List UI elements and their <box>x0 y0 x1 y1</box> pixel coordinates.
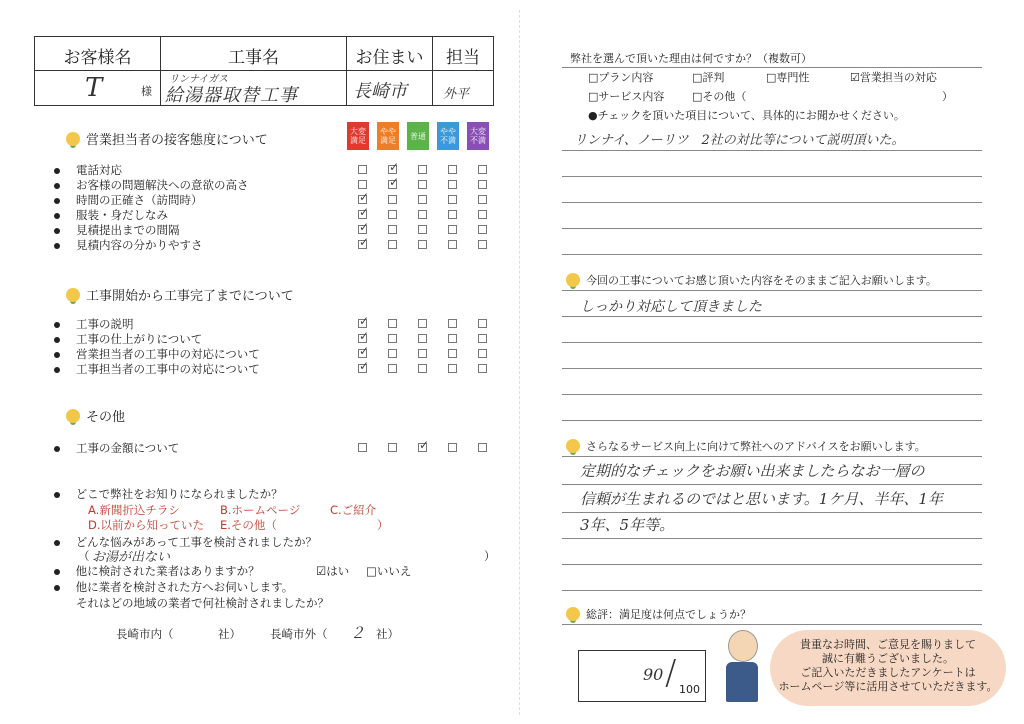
attitude-checkbox[interactable] <box>448 165 457 174</box>
construction-checkbox[interactable] <box>418 319 427 328</box>
source-question: どこで弊社をお知りになられましたか？ <box>54 486 283 502</box>
price-row <box>54 440 179 456</box>
worry-question: どんな悩みがあって工事を検討されましたか？ <box>54 534 317 550</box>
flower-icon <box>66 288 80 302</box>
staff-cell <box>433 37 493 105</box>
attitude-checkbox[interactable] <box>448 225 457 234</box>
attitude-checkbox[interactable] <box>448 210 457 219</box>
attitude-checkbox[interactable] <box>418 195 427 204</box>
construction-checkbox[interactable] <box>448 319 457 328</box>
bullet-icon <box>54 213 60 219</box>
reason-sales-staff[interactable]: ☑営業担当の対応 <box>850 71 937 84</box>
honorific: 様 <box>141 85 152 98</box>
rule-line <box>562 456 982 457</box>
address-label: お住まい <box>355 48 424 68</box>
attitude-checkbox[interactable] <box>478 180 487 189</box>
price-checkbox[interactable] <box>388 443 397 452</box>
others-no[interactable]: □いいえ <box>366 564 412 578</box>
attitude-checkbox[interactable] <box>478 195 487 204</box>
detail-answer: リンナイ、ノーリツ 2社の対比等について説明頂いた。 <box>574 133 905 148</box>
construction-label: 工事の説明 <box>76 317 134 331</box>
flower-icon <box>66 409 80 423</box>
reason-reputation[interactable]: □評判 <box>692 71 725 84</box>
source-opt-d[interactable]: D.以前から知っていた <box>88 518 205 532</box>
worry-open: （ <box>78 549 90 563</box>
attitude-checkbox[interactable] <box>388 225 397 234</box>
attitude-checkbox[interactable] <box>478 165 487 174</box>
customer-cell <box>35 37 161 105</box>
attitude-checkbox[interactable] <box>358 180 367 189</box>
work-value-small: リンナイガス <box>169 74 228 85</box>
others-yes[interactable]: ☑はい <box>316 564 350 578</box>
flower-icon <box>566 607 580 621</box>
inside-label: 長崎市内（ <box>116 627 174 641</box>
construction-checkbox[interactable] <box>418 364 427 373</box>
impression-title: 今回の工事についてお感じ頂いた内容をそのままご記入お願いします。 <box>566 272 937 288</box>
reason-other-close: ） <box>942 90 953 103</box>
rating-header-5: 大変不満 <box>467 122 489 150</box>
rule-line <box>562 590 982 591</box>
attitude-checkbox[interactable] <box>478 225 487 234</box>
rule-line <box>562 368 982 369</box>
construction-checkbox[interactable] <box>388 364 397 373</box>
attitude-checkbox[interactable] <box>388 195 397 204</box>
attitude-checkbox[interactable] <box>448 180 457 189</box>
address-value: 長崎市 <box>353 81 407 102</box>
rule-line <box>562 538 982 539</box>
source-opt-e[interactable]: E.その他（ <box>220 518 277 532</box>
address-cell <box>347 37 433 105</box>
attitude-checkbox[interactable] <box>418 180 427 189</box>
others-q2: 他に業者を検討された方へお伺いします。 <box>54 579 293 595</box>
construction-checkbox[interactable] <box>478 334 487 343</box>
price-checkbox[interactable] <box>478 443 487 452</box>
worry-close: ） <box>484 549 496 563</box>
flower-icon <box>566 439 580 453</box>
advice-line2: 信頼が生まれるのではと思います。1ケ月、半年、1年 <box>580 490 943 508</box>
reason-other[interactable]: □その他（ <box>692 90 747 103</box>
reasons-question: 弊社を選んで頂いた理由は何ですか？（複数可） <box>570 52 812 65</box>
attitude-label: 時間の正確さ（訪問時） <box>76 193 203 207</box>
reason-expertise[interactable]: □専門性 <box>766 71 810 84</box>
attitude-row <box>54 162 122 178</box>
construction-checkbox[interactable] <box>358 319 367 328</box>
bullet-icon <box>54 585 60 591</box>
price-checkbox[interactable] <box>418 443 427 452</box>
outside-value: ２ <box>350 624 366 642</box>
header-table <box>34 36 494 106</box>
work-value: 給湯器取替工事 <box>165 85 298 106</box>
source-opt-b[interactable]: B.ホームページ <box>220 503 301 517</box>
attitude-checkbox[interactable] <box>418 240 427 249</box>
attitude-checkbox[interactable] <box>418 210 427 219</box>
bullet-icon <box>54 367 60 373</box>
bullet-icon <box>54 492 60 498</box>
outside-label: 長崎市外（ <box>270 627 328 641</box>
construction-checkbox[interactable] <box>358 349 367 358</box>
work-cell <box>161 37 347 105</box>
advice-line1: 定期的なチェックをお願い出来ましたらなお一層の <box>580 462 925 480</box>
construction-checkbox[interactable] <box>448 334 457 343</box>
bullet-icon <box>54 183 60 189</box>
rule-line <box>562 176 982 177</box>
section2-title: 工事開始から工事完了までについて <box>66 285 294 304</box>
construction-checkbox[interactable] <box>358 364 367 373</box>
score-denominator: 100 <box>679 683 700 696</box>
overall-title: 総評：満足度は何点でしょうか？ <box>566 606 751 622</box>
bullet-icon <box>54 540 60 546</box>
construction-row <box>54 331 202 347</box>
rating-header-1: 大変満足 <box>347 122 369 150</box>
attitude-checkbox[interactable] <box>388 180 397 189</box>
rating-headers <box>347 122 489 150</box>
construction-label: 営業担当者の工事中の対応について <box>76 347 260 361</box>
rule-line <box>562 564 982 565</box>
attitude-row <box>54 177 249 193</box>
bullet-icon <box>54 337 60 343</box>
attitude-checkbox[interactable] <box>478 240 487 249</box>
others-question: 他に検討された業者はありますか？ <box>54 563 260 579</box>
rule-line <box>562 228 982 229</box>
bullet-icon <box>54 569 60 575</box>
reason-service[interactable]: □サービス内容 <box>588 90 665 103</box>
attitude-row <box>54 192 203 208</box>
staff-mascot-icon <box>722 630 762 704</box>
detail-question: ●チェックを頂いた項目について、具体的にお聞かせください。 <box>588 109 905 122</box>
rating-header-2: やや満足 <box>377 122 399 150</box>
construction-checkbox[interactable] <box>448 364 457 373</box>
attitude-checkbox[interactable] <box>478 210 487 219</box>
source-opt-e-close: ） <box>377 518 389 532</box>
flower-icon <box>66 132 80 146</box>
construction-checkbox[interactable] <box>388 349 397 358</box>
attitude-label: お客様の問題解決への意欲の高さ <box>76 178 249 192</box>
attitude-checkbox[interactable] <box>358 240 367 249</box>
staff-value: 外平 <box>443 87 470 102</box>
attitude-checkbox[interactable] <box>388 165 397 174</box>
attitude-checkbox[interactable] <box>418 225 427 234</box>
page-divider <box>519 10 520 715</box>
attitude-checkbox[interactable] <box>388 240 397 249</box>
construction-checkbox[interactable] <box>478 319 487 328</box>
attitude-checkbox[interactable] <box>358 195 367 204</box>
bullet-icon <box>54 243 60 249</box>
construction-checkbox[interactable] <box>388 334 397 343</box>
rule-line <box>562 512 982 513</box>
score-box <box>578 650 706 702</box>
construction-row <box>54 346 260 362</box>
construction-checkbox[interactable] <box>418 349 427 358</box>
construction-checkbox[interactable] <box>478 349 487 358</box>
bullet-icon <box>54 322 60 328</box>
rule-line <box>562 67 982 68</box>
rule-line <box>562 484 982 485</box>
construction-row <box>54 316 134 332</box>
construction-checkbox[interactable] <box>448 349 457 358</box>
rule-line <box>562 316 982 317</box>
attitude-checkbox[interactable] <box>448 240 457 249</box>
construction-label: 工事の仕上がりについて <box>76 332 203 346</box>
rule-line <box>562 420 982 421</box>
attitude-label: 見積提出までの間隔 <box>76 223 180 237</box>
rule-line <box>562 150 982 151</box>
attitude-checkbox[interactable] <box>358 210 367 219</box>
construction-label: 工事担当者の工事中の対応について <box>76 362 260 376</box>
construction-checkbox[interactable] <box>358 334 367 343</box>
worry-answer: お湯が出ない <box>92 550 171 565</box>
rating-header-3: 普通 <box>407 122 429 150</box>
attitude-row <box>54 207 168 223</box>
bullet-icon <box>54 352 60 358</box>
attitude-label: 見積内容の分かりやすさ <box>76 238 203 252</box>
attitude-checkbox[interactable] <box>388 210 397 219</box>
construction-checkbox[interactable] <box>418 334 427 343</box>
price-label: 工事の金額について <box>76 441 180 455</box>
source-opt-c[interactable]: C.ご紹介 <box>330 503 377 517</box>
advice-title: さらなるサービス向上に向けて弊社へのアドバイスをお願いします。 <box>566 438 926 454</box>
work-label: 工事名 <box>228 48 279 68</box>
inside-unit: 社） <box>218 627 241 641</box>
rule-line <box>562 202 982 203</box>
rule-line <box>562 394 982 395</box>
section3-title: その他 <box>66 406 125 425</box>
advice-line3: 3年、5年等。 <box>580 516 675 534</box>
customer-label: お客様名 <box>63 48 132 68</box>
flower-icon <box>566 273 580 287</box>
outside-unit: 社） <box>376 627 399 641</box>
staff-label: 担当 <box>446 48 480 68</box>
others-q3: それはどの地域の業者で何社検討されましたか？ <box>76 596 329 610</box>
rating-header-4: やや不満 <box>437 122 459 150</box>
bullet-icon <box>54 198 60 204</box>
attitude-checkbox[interactable] <box>358 165 367 174</box>
price-checkbox[interactable] <box>358 443 367 452</box>
slash-icon: / <box>665 653 677 693</box>
rule-line <box>562 254 982 255</box>
attitude-row <box>54 222 180 238</box>
rule-line <box>562 624 982 625</box>
customer-value: T <box>85 73 103 103</box>
construction-row <box>54 361 260 377</box>
price-checkbox[interactable] <box>448 443 457 452</box>
section1-title: 営業担当者の接客態度について <box>66 129 268 148</box>
thanks-message: 貴重なお時間、ご意見を賜りまして 誠に有難うございました。 ご記入いただきましたアンケートは ホームページ等に活用させていただきます。 <box>770 630 1006 706</box>
attitude-row <box>54 237 203 253</box>
attitude-checkbox[interactable] <box>448 195 457 204</box>
attitude-label: 電話対応 <box>76 163 122 177</box>
attitude-checkbox[interactable] <box>418 165 427 174</box>
source-opt-a[interactable]: A.新聞折込チラシ <box>88 503 180 517</box>
bullet-icon <box>54 228 60 234</box>
reason-plan[interactable]: □プラン内容 <box>588 71 654 84</box>
rule-line <box>562 290 982 291</box>
impression-answer: しっかり対応して頂きました <box>580 299 762 315</box>
bullet-icon <box>54 446 60 452</box>
bullet-icon <box>54 168 60 174</box>
attitude-label: 服装・身だしなみ <box>76 208 168 222</box>
score-value: 90 <box>643 665 664 684</box>
rule-line <box>562 342 982 343</box>
construction-checkbox[interactable] <box>388 319 397 328</box>
attitude-checkbox[interactable] <box>358 225 367 234</box>
construction-checkbox[interactable] <box>478 364 487 373</box>
